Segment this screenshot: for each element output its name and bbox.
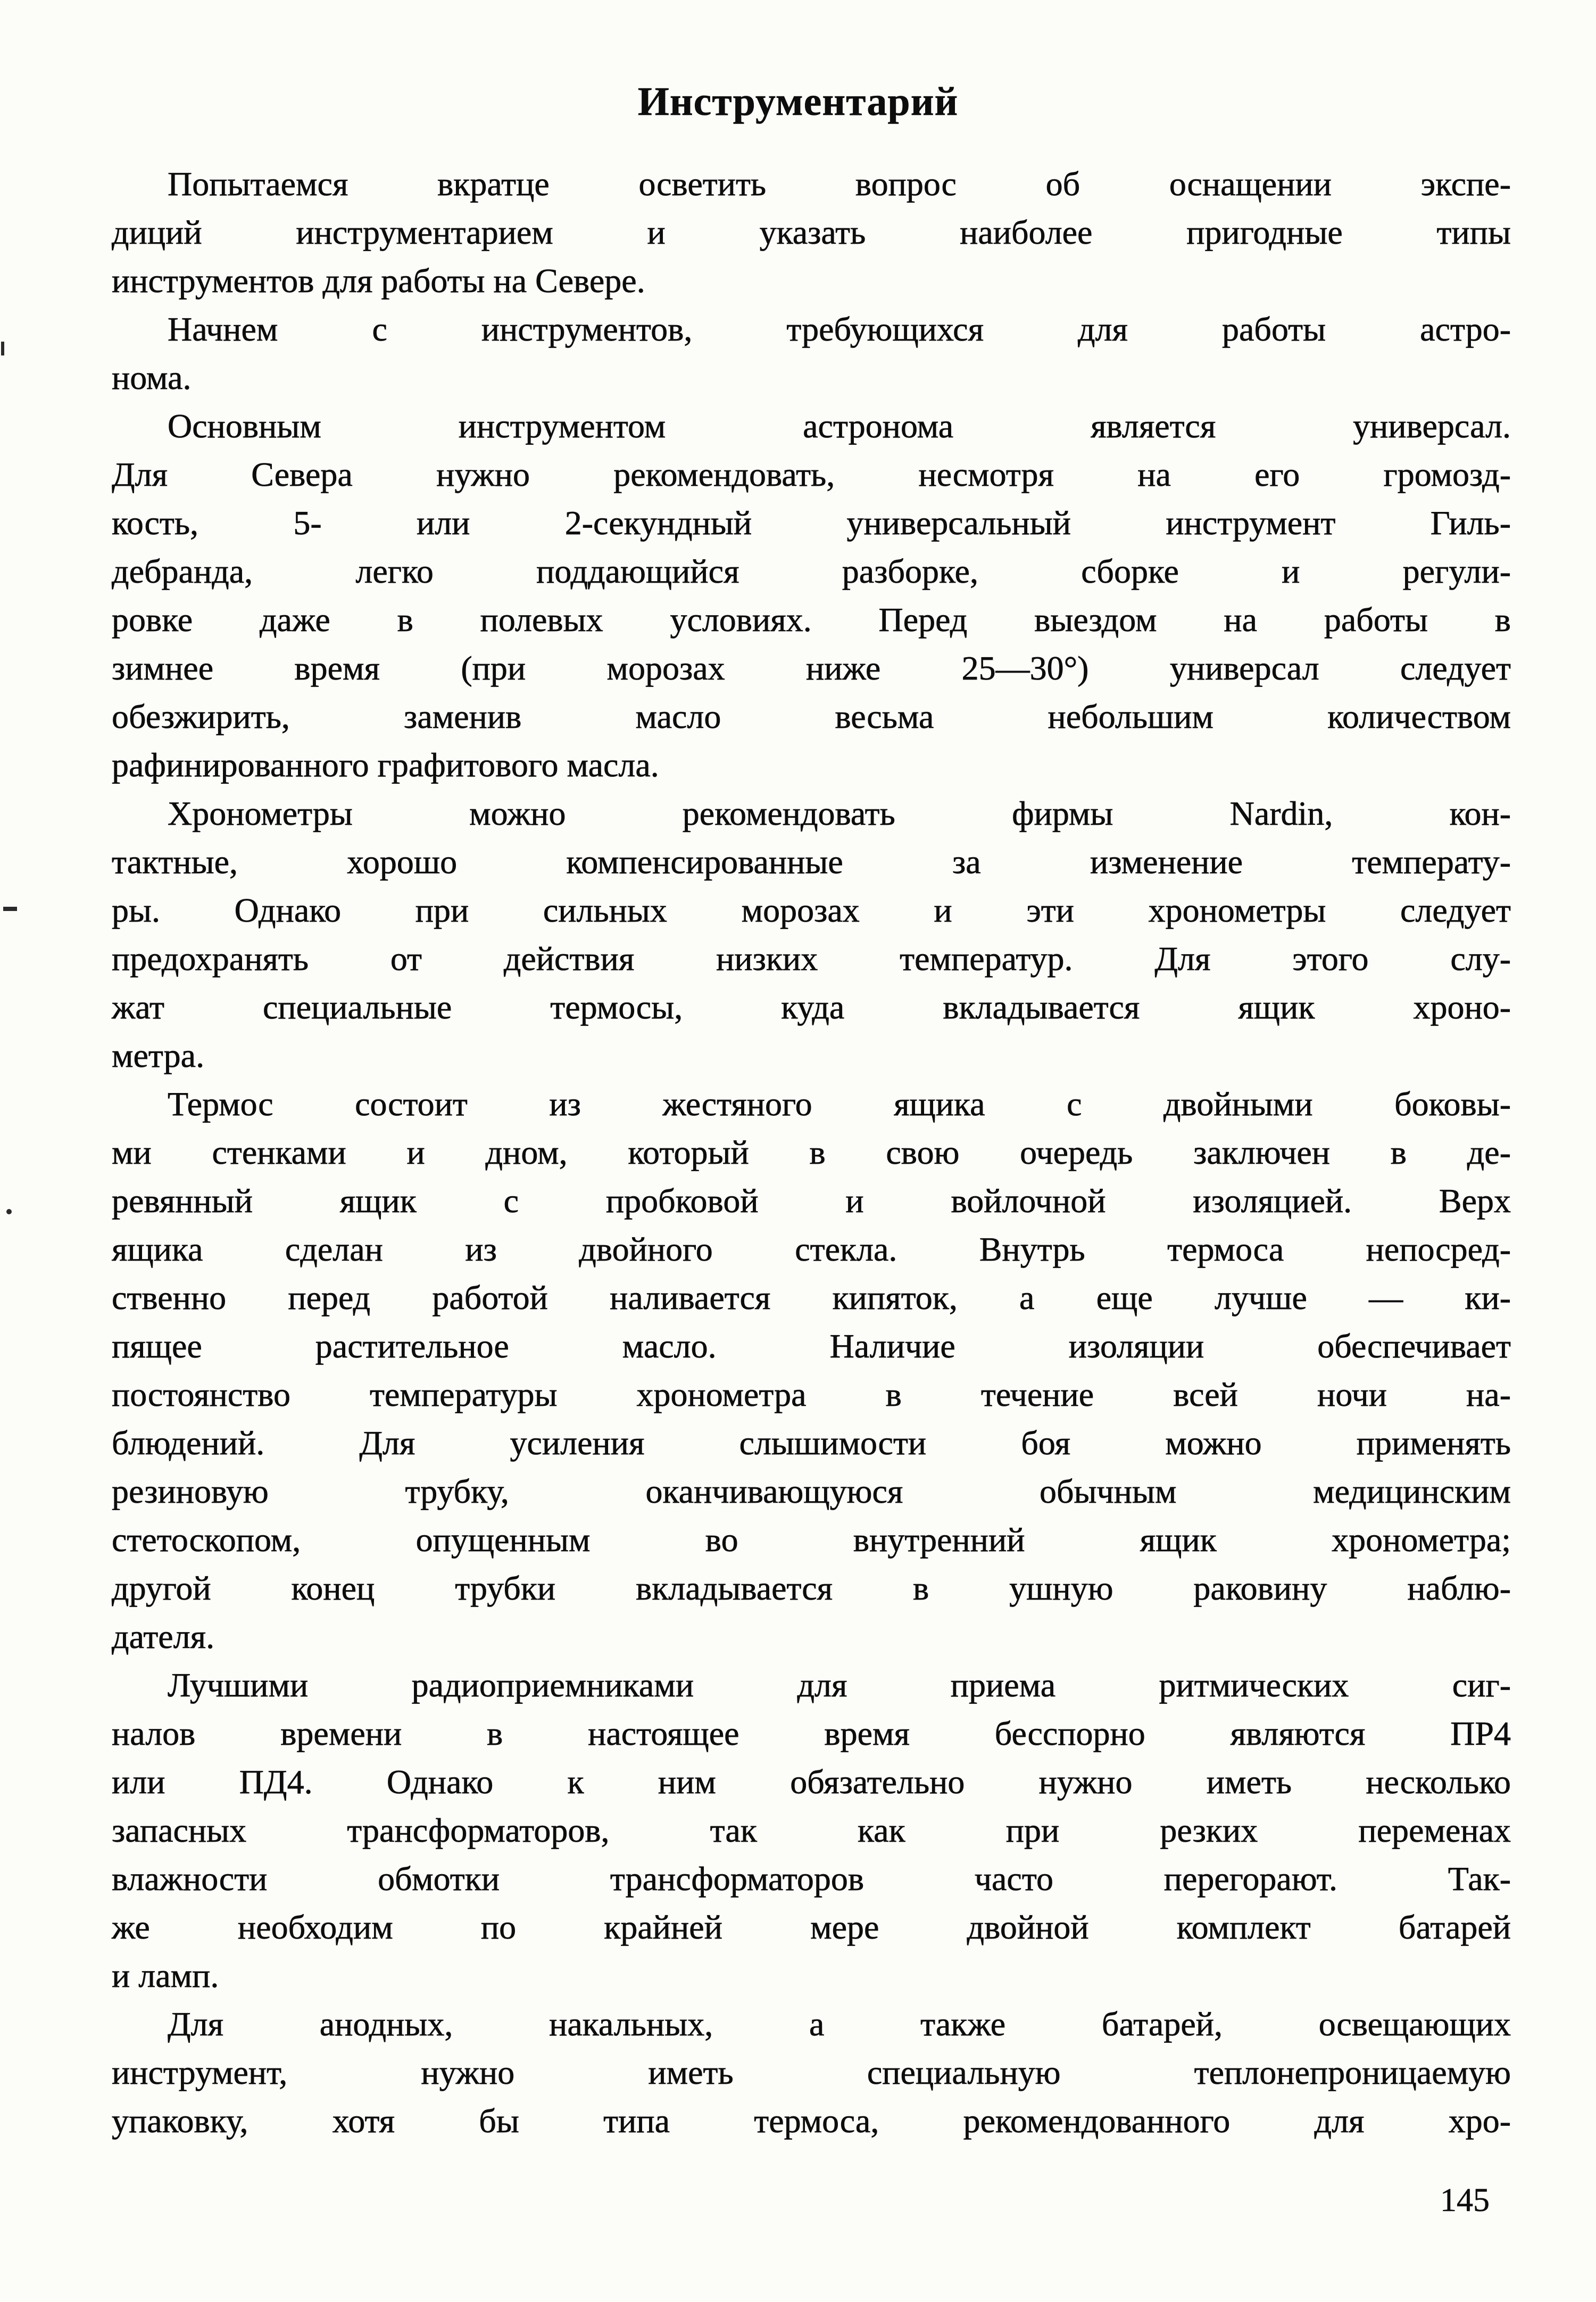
scan-artifact	[6, 1209, 12, 1214]
text-line: инструмент, нужно иметь специальную теплонепроницаемую	[112, 2053, 1511, 2091]
text-line: дателя.	[112, 1618, 215, 1655]
text-block	[112, 160, 1511, 2145]
text-line: метра.	[112, 1037, 205, 1074]
page-number: 145	[1440, 2182, 1490, 2218]
text-line: налов времени в настоящее время бесспорно являются ПР4	[112, 1715, 1511, 1752]
text-line: же необходим по крайней мере двойной комплект батарей	[112, 1908, 1511, 1946]
text-line: дебранда, легко поддающийся разборке, сборке и регули-	[112, 552, 1511, 590]
text-line: нома.	[112, 359, 192, 396]
text-line: ры. Однако при сильных морозах и эти хронометры следует	[112, 891, 1511, 929]
text-line: пящее растительное масло. Наличие изоляции обеспечивает	[112, 1327, 1511, 1365]
text-line: влажности обмотки трансформаторов часто перегорают. Так-	[112, 1860, 1511, 1898]
text-line: тактные, хорошо компенсированные за изменение температу-	[112, 843, 1511, 881]
text-line: блюдений. Для усиления слышимости боя можно применять	[112, 1424, 1511, 1462]
text-line: или ПД4. Однако к ним обязательно нужно иметь несколько	[112, 1763, 1511, 1801]
text-line: обезжирить, заменив масло весьма небольшим количеством	[112, 698, 1511, 735]
text-line: ревянный ящик с пробковой и войлочной изоляцией. Верх	[112, 1182, 1511, 1220]
text-line: Лучшими радиоприемниками для приема ритмических сиг-	[168, 1666, 1511, 1704]
text-line: Для анодных, накальных, а также батарей, освещающих	[168, 2005, 1511, 2043]
text-line: Для Севера нужно рекомендовать, несмотря на его громозд-	[112, 456, 1511, 493]
text-line: ственно перед работой наливается кипяток, а еще лучше — ки-	[112, 1279, 1511, 1316]
text-line: Хронометры можно рекомендовать фирмы Nardin, кон-	[168, 794, 1511, 832]
text-line: ровке даже в полевых условиях. Перед выездом на работы в	[112, 601, 1511, 639]
scan-artifact	[1, 342, 4, 355]
text-line: постоянство температуры хронометра в течение всей ночи на-	[112, 1376, 1511, 1413]
text-line: предохранять от действия низких температур. Для этого слу-	[112, 940, 1511, 978]
text-line: инструментов для работы на Севере.	[112, 262, 645, 300]
text-line: жат специальные термосы, куда вкладывается ящик хроно-	[112, 988, 1511, 1026]
text-line: кость, 5- или 2-секундный универсальный инструмент Гиль-	[112, 504, 1511, 542]
text-line: Термос состоит из жестяного ящика с двойными боковы-	[168, 1085, 1511, 1123]
page-title: Инструментарий	[637, 79, 959, 124]
text-line: Попытаемся вкратце осветить вопрос об оснащении экспе-	[168, 165, 1511, 203]
text-line: рафинированного графитового масла.	[112, 746, 659, 784]
scan-artifact	[3, 907, 17, 911]
text-line: запасных трансформаторов, так как при резких переменах	[112, 1811, 1511, 1849]
text-line: Основным инструментом астронома является универсал.	[168, 407, 1511, 445]
text-line: ящика сделан из двойного стекла. Внутрь термоса непосред-	[112, 1230, 1511, 1268]
text-line: и ламп.	[112, 1957, 219, 1994]
text-line: диций инструментарием и указать наиболее пригодные типы	[112, 213, 1511, 251]
text-line: зимнее время (при морозах ниже 25—30°) универсал следует	[112, 649, 1511, 687]
text-line: Начнем с инструментов, требующихся для работы астро-	[168, 310, 1511, 348]
text-line: резиновую трубку, оканчивающуюся обычным медицинским	[112, 1472, 1511, 1510]
text-line: стетоскопом, опущенным во внутренний ящик хронометра;	[112, 1521, 1511, 1559]
text-line: другой конец трубки вкладывается в ушную раковину наблю-	[112, 1569, 1511, 1607]
text-line: ми стенками и дном, который в свою очередь заключен в де-	[112, 1133, 1511, 1171]
text-line: упаковку, хотя бы типа термоса, рекомендованного для хро-	[112, 2102, 1511, 2140]
